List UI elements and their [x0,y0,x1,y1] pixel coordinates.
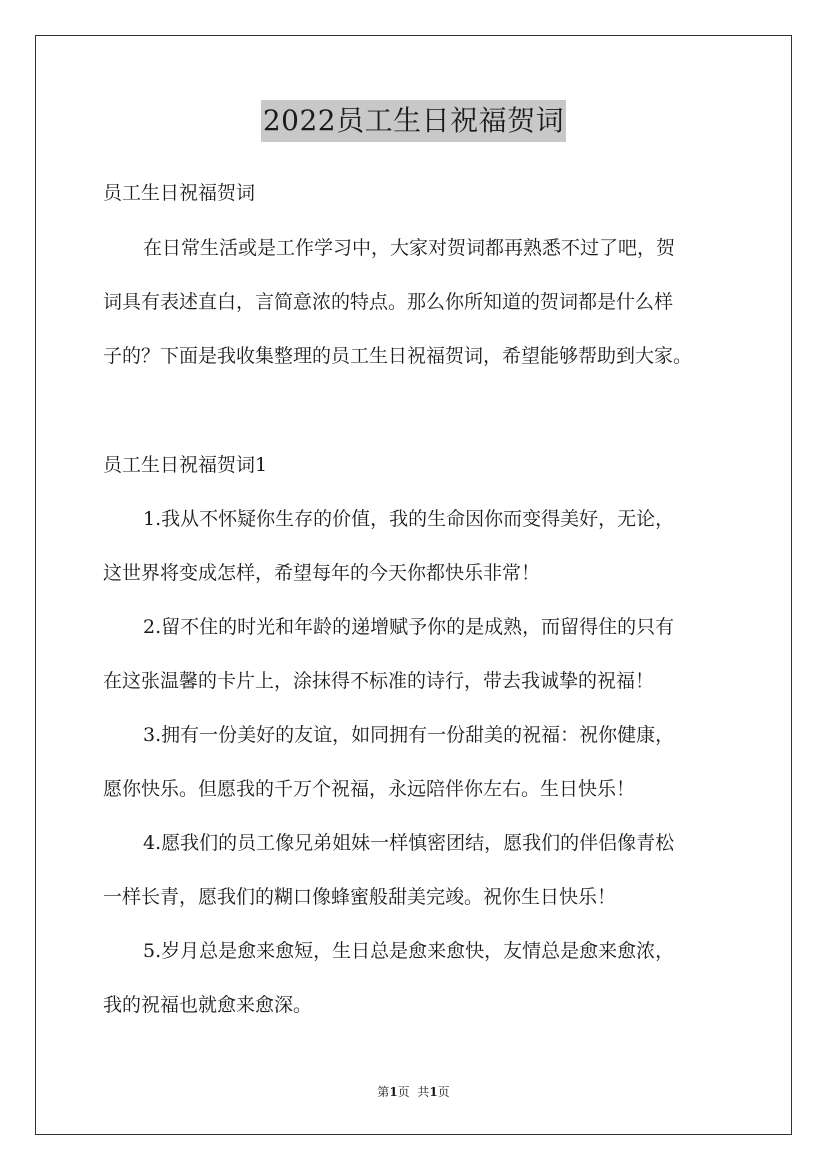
item-5-line-1: 5.岁月总是愈来愈短，生日总是愈来愈快，友情总是愈来愈浓， [143,940,675,962]
item-3-line-2: 愿你快乐。但愿我的千万个祝福，永远陪伴你左右。生日快乐！ [103,778,636,800]
item-1-line-2: 这世界将变成怎样，希望每年的今天你都快乐非常！ [103,562,541,584]
document-title: 2022员工生日祝福贺词 [261,100,566,142]
footer-page-total: 1 [429,1085,438,1099]
title-area [0,100,827,142]
item-2-line-1: 2.留不住的时光和年龄的递增赋予你的是成熟，而留得住的只有 [143,616,675,638]
subsection-heading: 员工生日祝福贺词1 [103,454,268,476]
footer-suffix: 页 [437,1085,450,1099]
item-3-line-1: 3.拥有一份美好的友谊，如同拥有一份甜美的祝福：祝你健康， [143,724,675,746]
footer-mid: 页 共 [397,1085,430,1099]
item-2-line-2: 在这张温馨的卡片上，涂抹得不标准的诗行，带去我诚挚的祝福！ [103,670,655,692]
item-4-line-1: 4.愿我们的员工像兄弟姐妹一样慎密团结，愿我们的伴侣像青松 [143,832,675,854]
footer-prefix: 第 [377,1085,390,1099]
item-5-line-2: 我的祝福也就愈来愈深。 [103,994,313,1016]
intro-line-1: 在日常生活或是工作学习中，大家对贺词都再熟悉不过了吧，贺 [143,237,676,259]
section-heading: 员工生日祝福贺词 [103,182,256,204]
intro-line-3: 子的？下面是我收集整理的员工生日祝福贺词，希望能够帮助到大家。 [103,345,693,367]
item-1-line-1: 1.我从不怀疑你生存的价值，我的生命因你而变得美好，无论， [143,508,675,530]
footer-page-current: 1 [389,1085,398,1099]
page-footer [0,1084,827,1100]
item-4-line-2: 一样长青，愿我们的糊口像蜂蜜般甜美完竣。祝你生日快乐！ [103,886,617,908]
intro-line-2: 词具有表述直白，言简意浓的特点。那么你所知道的贺词都是什么样 [103,291,674,313]
